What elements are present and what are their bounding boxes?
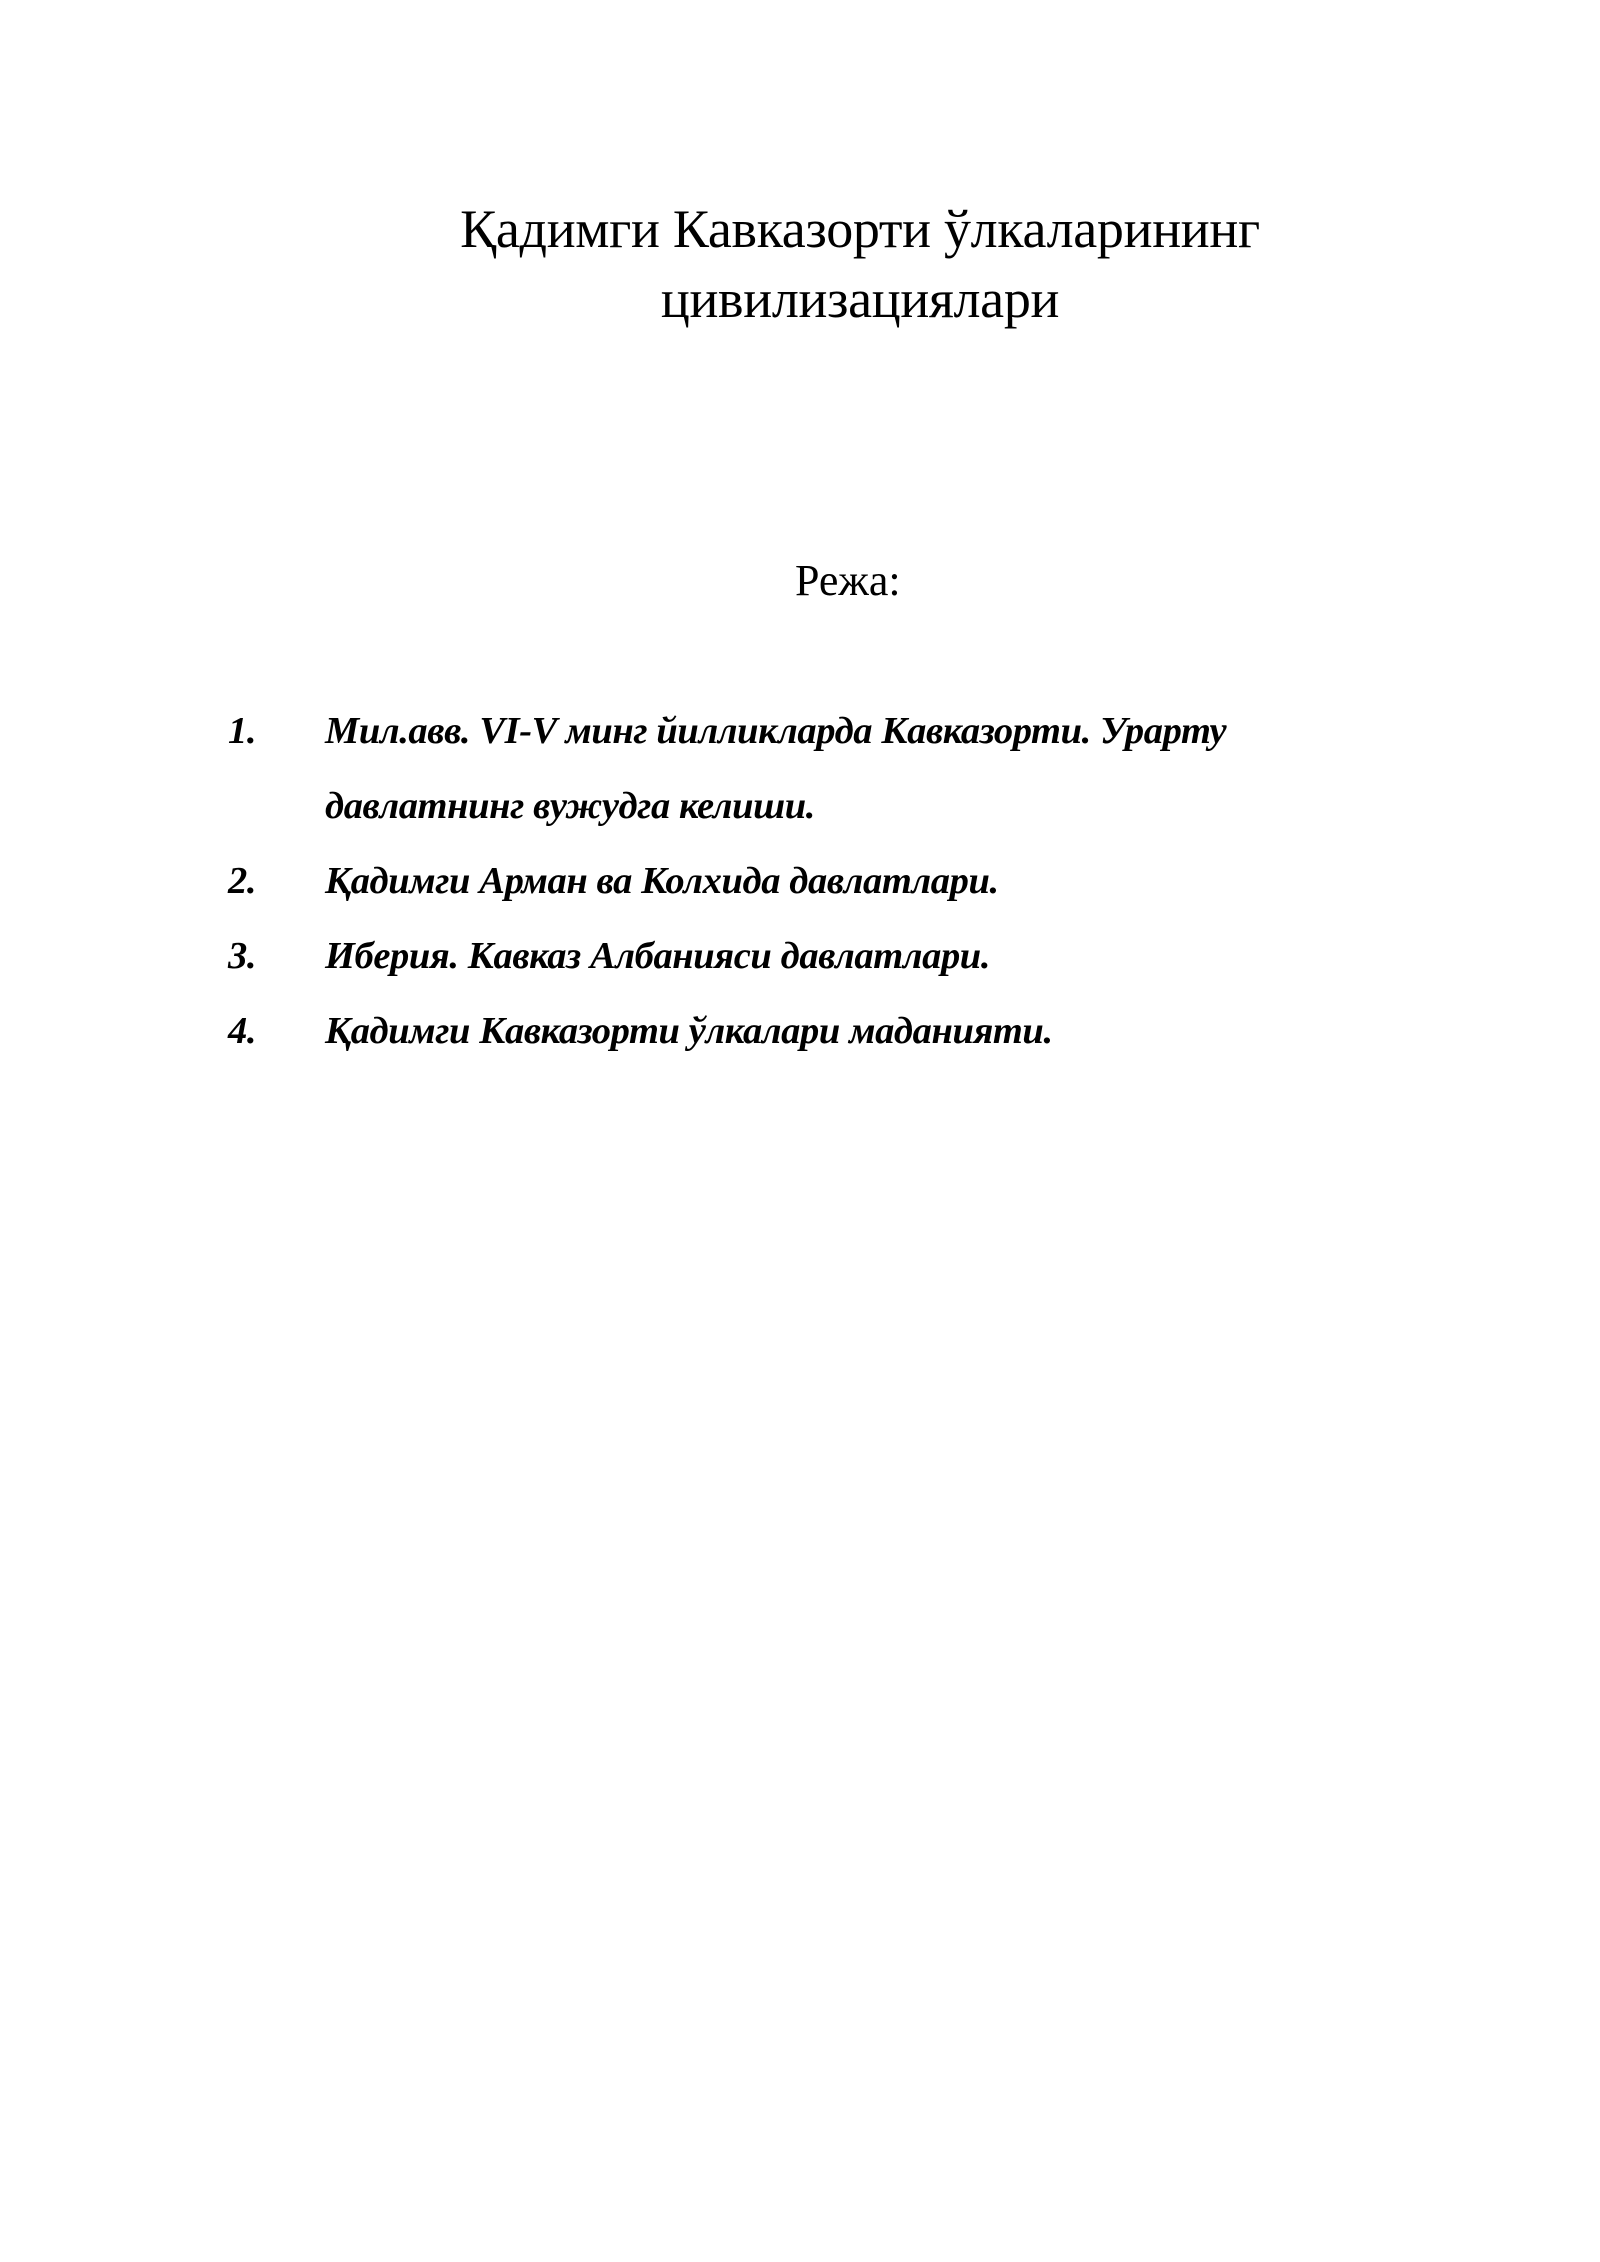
plan-item-number: 4.: [228, 1010, 257, 1052]
plan-item-number: 2.: [228, 860, 257, 902]
plan-item-2: [228, 844, 1378, 919]
plan-item-4: [228, 994, 1378, 1069]
plan-item-1: [228, 694, 1378, 844]
plan-item-text: Қадимги Арман ва Колхида давлатлари.: [325, 860, 999, 902]
plan-item-number: 1.: [228, 710, 257, 752]
title-line-2: цивилизациялари: [660, 269, 1060, 330]
plan-item-text: Қадимги Кавказорти ўлкалари маданияти.: [325, 1010, 1053, 1052]
title-line-1: Қадимги Кавказорти ўлкаларининг: [460, 199, 1260, 260]
plan-item-number: 3.: [228, 935, 257, 977]
plan-heading: Режа:: [795, 556, 901, 605]
plan-item-3: [228, 919, 1378, 994]
plan-list: [228, 694, 1378, 1069]
plan-item-text: Мил.авв. VI-V минг йилликларда Кавказорти. Урарту давлатнинг вужудга келиши.: [325, 710, 1227, 827]
document-title: [280, 194, 1440, 334]
plan-item-text: Иберия. Кавказ Албанияси давлатлари.: [325, 935, 991, 977]
